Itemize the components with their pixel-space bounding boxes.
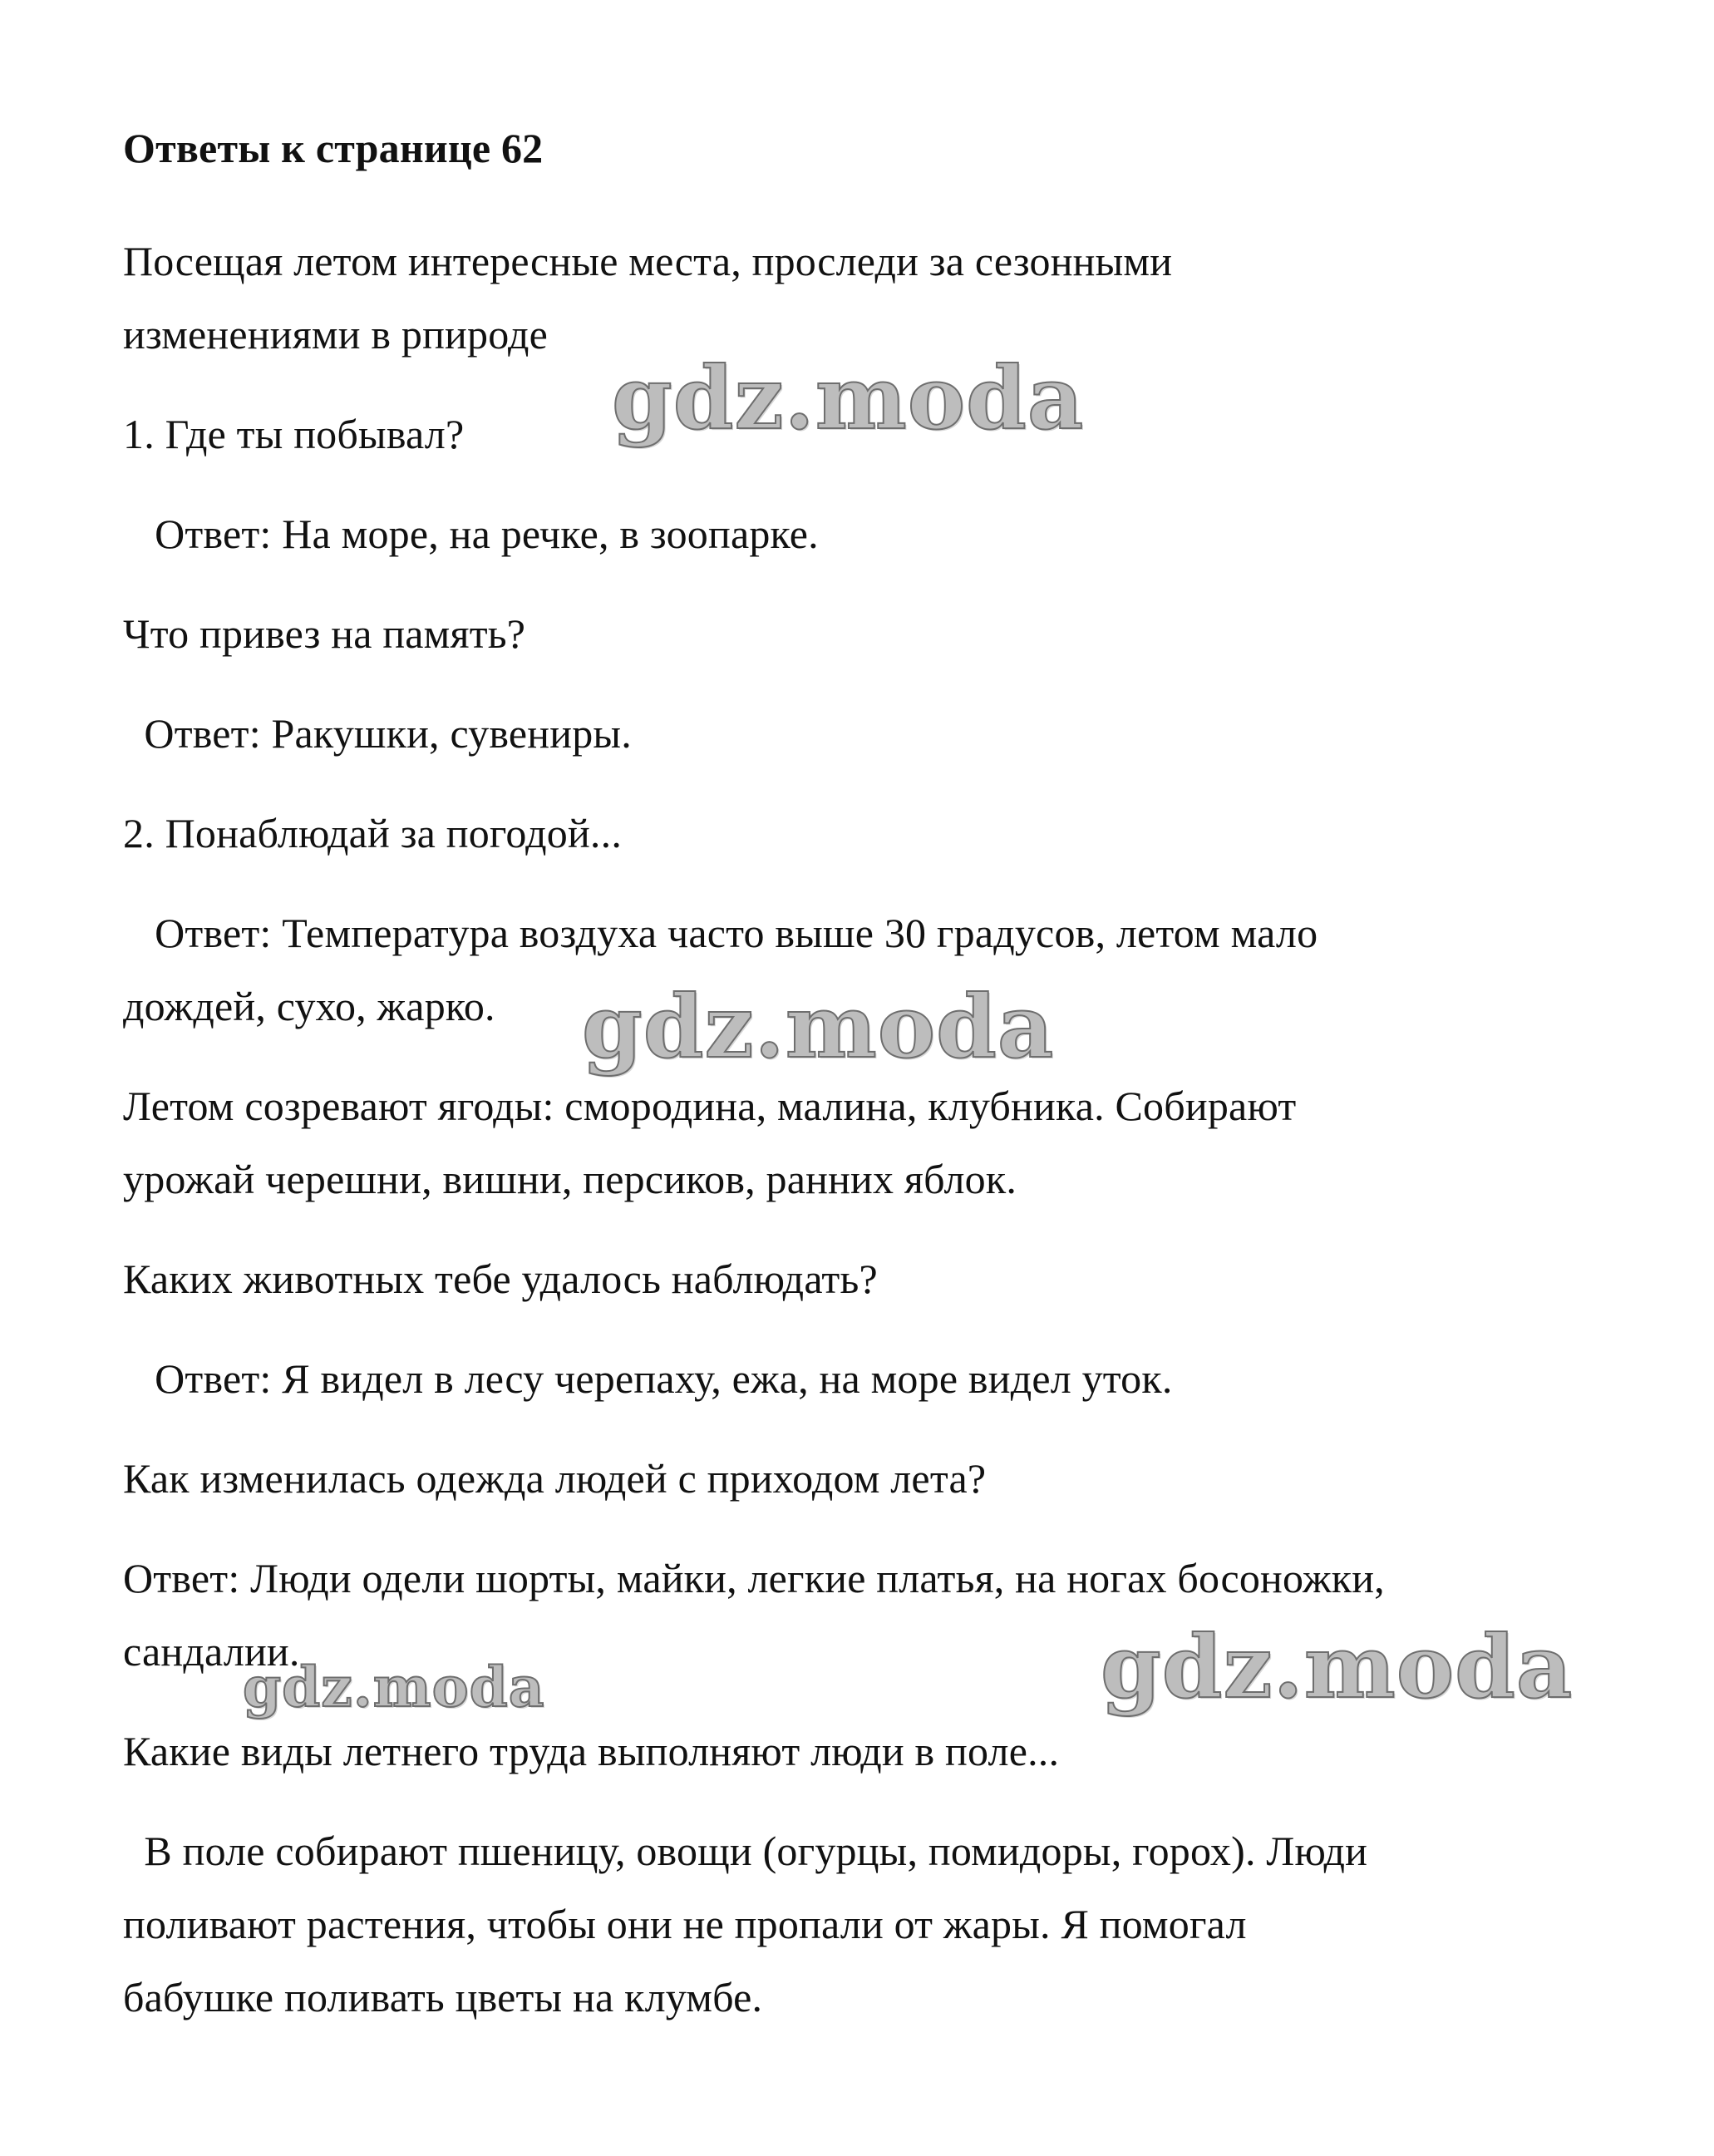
text-line: Ответ: Температура воздуха часто выше 30 градусов, летом мало xyxy=(123,910,1318,956)
watermark: gdz.moda xyxy=(612,347,1085,449)
text-line: Ответ: Я видел в лесу черепаху, ежа, на море видел уток. xyxy=(123,1355,1173,1402)
text-line: Летом созревают ягоды: смородина, малина, клубника. Собирают xyxy=(123,1083,1297,1129)
watermark: gdz.moda xyxy=(1101,1616,1574,1718)
text-line: Что привез на память? xyxy=(123,610,526,657)
text-line: дождей, сухо, жарко. xyxy=(123,983,495,1029)
text-line: В поле собирают пшеницу, овощи (огурцы, помидоры, горох). Люди xyxy=(123,1828,1368,1874)
text-line: урожай черешни, вишни, персиков, ранних яблок. xyxy=(123,1156,1017,1202)
text-line: 2. Понаблюдай за погодой... xyxy=(123,810,623,856)
text-line: изменениями в рпироде xyxy=(123,311,549,358)
text-line: бабушке поливать цветы на клумбе. xyxy=(123,1974,763,2020)
text-line: поливают растения, чтобы они не пропали от жары. Я помогал xyxy=(123,1901,1247,1947)
text-line: Каких животных тебе удалось наблюдать? xyxy=(123,1256,878,1302)
page-title: Ответы к странице 62 xyxy=(123,125,544,171)
text-line: Ответ: Люди одели шорты, майки, легкие платья, на ногах босоножки, xyxy=(123,1555,1385,1601)
text-line: 1. Где ты побывал? xyxy=(123,411,465,457)
text-line: сандалии. xyxy=(123,1628,300,1675)
text-line: Ответ: На море, на речке, в зоопарке. xyxy=(123,511,819,557)
text-line: Какие виды летнего труда выполняют люди в поле... xyxy=(123,1728,1060,1774)
text-line: Как изменилась одежда людей с приходом лета? xyxy=(123,1455,987,1502)
watermark: gdz.moda xyxy=(243,1655,545,1719)
text-line: Посещая летом интересные места, проследи за сезонными xyxy=(123,238,1173,284)
watermark: gdz.moda xyxy=(582,975,1055,1078)
text-line: Ответ: Ракушки, сувениры. xyxy=(123,710,632,757)
